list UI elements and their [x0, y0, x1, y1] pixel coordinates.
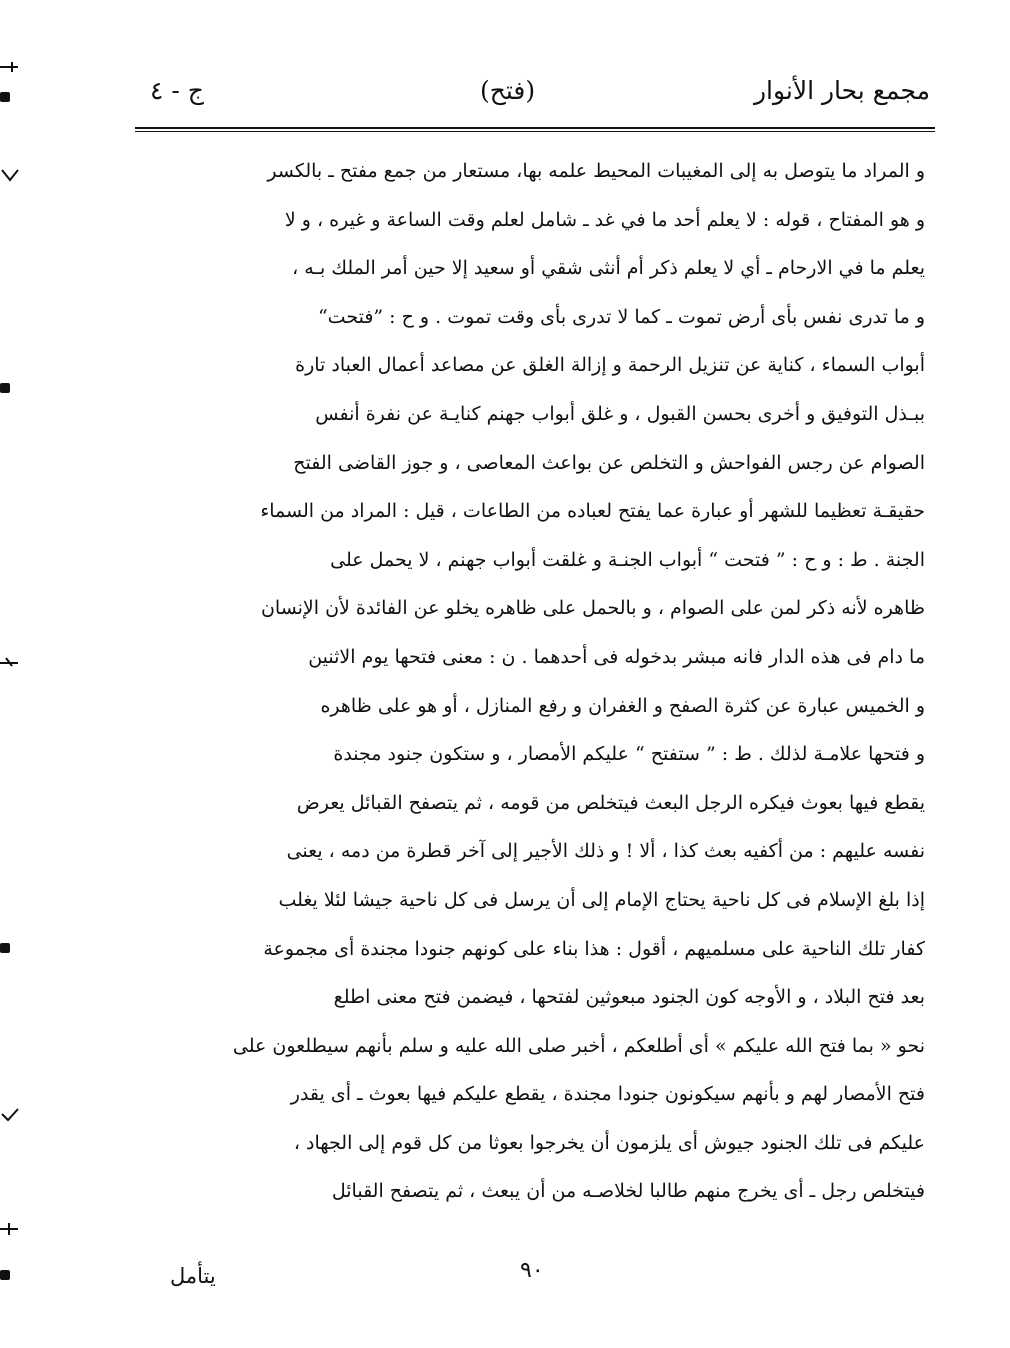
text-line: فيتخلص رجل ـ أى يخرج منهم طالبا لخلاصـه من أن يبعث ، ثم يتصفح القبائل	[331, 1180, 925, 1203]
book-title: مجمع بحار الأنوار	[753, 76, 930, 105]
text-line: بعد فتح البلاد ، و الأوجه كون الجنود مبعوثين لفتحها ، فيضمن فتح معنى اطلع	[333, 986, 925, 1009]
text-line: و هو المفتاح ، قوله : لا يعلم أحد ما في غد ـ شامل لعلم وقت الساعة و غيره ، و لا	[284, 208, 925, 231]
page-footer	[150, 1258, 930, 1298]
text-line: يعلم ما في الارحام ـ أي لا يعلم ذكر أم أنثى شقي أو سعيد إلا حين أمر الملك بـه ،	[292, 257, 925, 280]
margin-dot-mark	[0, 1270, 10, 1280]
text-line: حقيقـة تعظيما للشهر أو عبارة عما يفتح لعباده من الطاعات ، قيل : المراد من السماء	[260, 500, 925, 523]
margin-tick-mark	[0, 656, 22, 670]
text-line: فتح الأمصار لهم و بأنهم سيكونون جنودا مجندة ، يقطع عليكم فيها بعوث ـ أى يقدر	[290, 1083, 925, 1106]
text-line: و فتحها علامـة لذلك . ط : ” ستفتح “ عليكم الأمصار ، و ستكون جنود مجندة	[333, 743, 925, 766]
catchword: يتأمل	[170, 1264, 216, 1288]
margin-cross-mark	[0, 1222, 22, 1236]
page-number: ٩٠	[520, 1258, 544, 1283]
margin-dot-mark	[0, 943, 10, 953]
text-line: نحو « بما فتح الله عليكم » أى أطلعكم ، أخبر صلى الله عليه و سلم بأنهم سيطلعون على	[232, 1034, 925, 1057]
margin-arrow-mark	[0, 168, 22, 182]
entry-heading: (فتح)	[480, 76, 536, 105]
text-line: نفسه عليهم : من أكفيه بعث كذا ، ألا ! و ذلك الأجير إلى آخر قطرة من دمه ، يعنى	[286, 840, 925, 863]
text-line: يقطع فيها بعوث فيكره الرجل البعث فيتخلص من قومه ، ثم يتصفح القبائل يعرض	[296, 791, 925, 814]
text-line: و الخميس عبارة عن كثرة الصفح و الغفران و رفع المنازل ، أو هو على ظاهره	[320, 694, 925, 717]
header-rule	[135, 127, 935, 129]
text-line: الجنة . ط : و ح : ” فتحت “ أبواب الجنـة و غلقت أبواب جهنم ، لا يحمل على	[330, 548, 925, 571]
text-line: و المراد ما يتوصل به إلى المغيبات المحيط علمه بها، مستعار من جمع مفتح ـ بالكسر	[267, 160, 925, 182]
text-line: ظاهره لأنه ذكر لمن على الصوام ، و بالحمل على ظاهره يخلو عن الفائدة لأن الإنسان	[260, 597, 925, 620]
volume-number: ج - ٤	[150, 76, 204, 105]
text-line: كفار تلك الناحية على مسلميهم ، أقول : هذا بناء على كونهم جنودا مجندة أى مجموعة	[263, 937, 925, 960]
margin-dot-mark	[0, 92, 10, 102]
text-line: الصوام عن رجس الفواحش و التخلص عن بواعث المعاصى ، و جوز القاضى الفتح	[293, 451, 925, 474]
text-line: أبواب السماء ، كناية عن تنزيل الرحمة و إزالة الغلق عن مصاعد أعمال العباد تارة	[295, 354, 925, 377]
text-line: إذا بلغ الإسلام فى كل ناحية يحتاج الإمام إلى أن يرسل فى كل ناحية جيشا لئلا يغلب	[278, 888, 925, 911]
text-line: ببـذل التوفيق و أخرى بحسن القبول ، و غلق أبواب جهنم كنايـة عن نفرة أنفس	[315, 402, 925, 425]
text-line: عليكم فى تلك الجنود جيوش أى يلزمون أن يخرجوا بعوثا من كل قوم إلى الجهاد ،	[293, 1131, 925, 1154]
main-text	[150, 147, 925, 1216]
text-line: و ما تدرى نفس بأى أرض تموت ـ كما لا تدرى بأى وقت تموت . و ح : ”فتحت“	[317, 305, 925, 328]
running-header	[150, 72, 930, 122]
header-rule-thin	[135, 131, 935, 132]
margin-check-mark	[0, 1108, 22, 1122]
margin-dot-mark	[0, 383, 10, 393]
margin-tick-mark	[0, 60, 22, 74]
text-line: ما دام فى هذه الدار فانه مبشر بدخوله فى أحدهما . ن : معنى فتحها يوم الاثنين	[308, 645, 925, 668]
